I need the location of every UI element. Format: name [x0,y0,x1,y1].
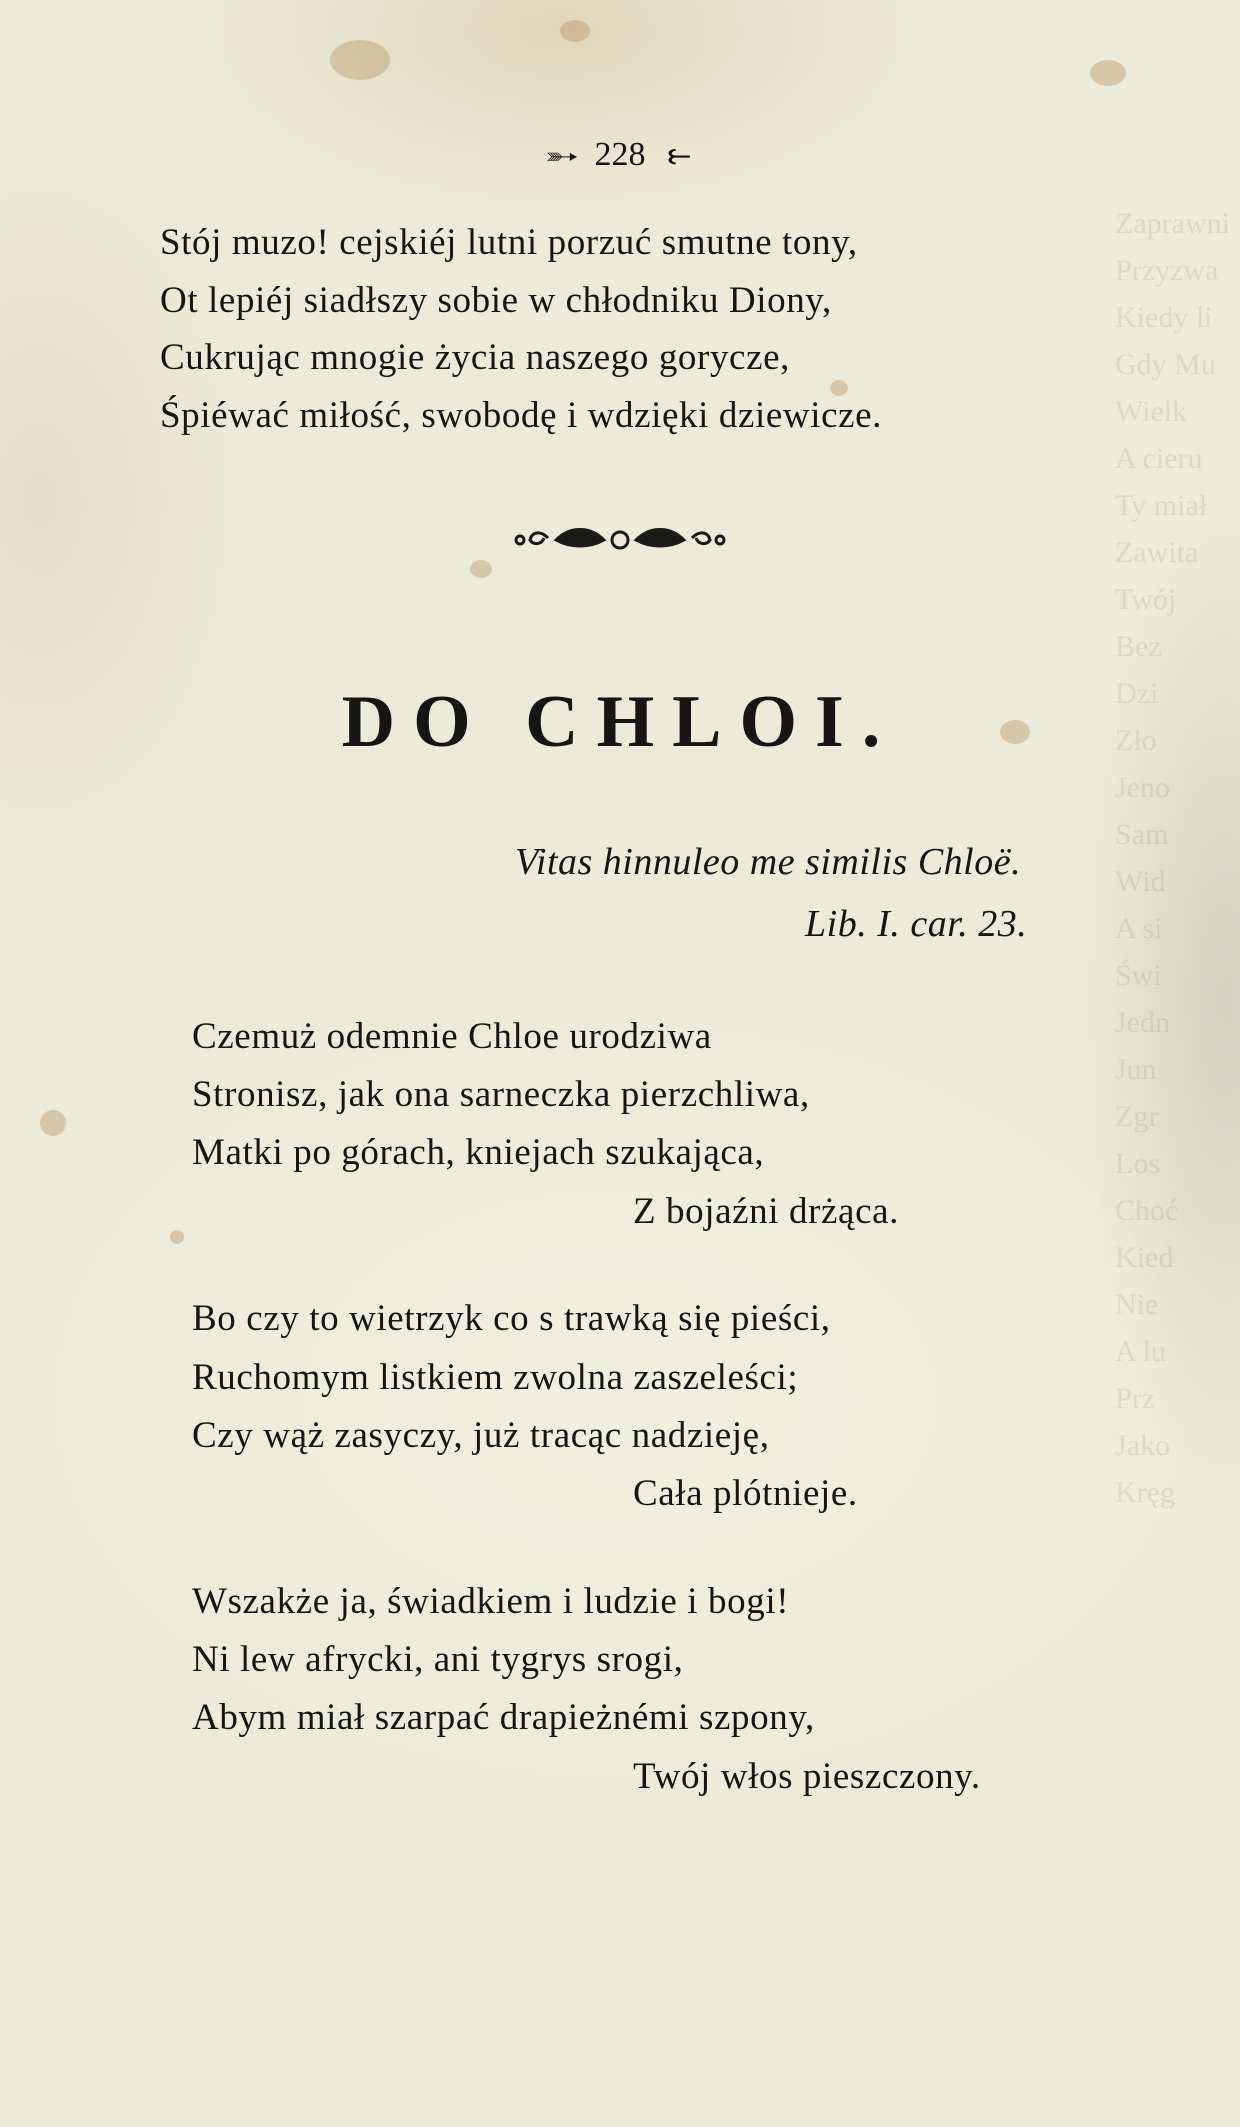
page-header [0,136,1240,174]
foxing-spot [560,20,590,42]
stanza-line: Czemuż odemnie Chloe urodziwa [192,1016,712,1057]
foxing-spot [1090,60,1126,86]
prev-poem-line: Stój muzo! cejskiéj lutni porzuć smutne tony, [160,222,858,263]
prev-poem-line: Ot lepiéj siadłszy sobie w chłodniku Diony, [160,280,832,321]
show-through-text: Zaprawni Przyzwa Kiedy li Gdy Mu Wielk A cieru Ty miał Zawita Twój Bez Dzi Zło Jeno Sam Wid A si Świ Jedn Jun Zgr Los Choć Kied Nie A lu Prz Jako Kręg [1115,207,1230,1509]
epigraph-line: Vitas hinnuleo me similis Chloë. [515,841,1022,883]
stanza-line: Bo czy to wietrzyk co s trawką się pieści, [192,1298,831,1339]
flourish-left-icon: ➳ [544,142,580,171]
stanza-short-line: Twój włos pieszczony. [633,1756,981,1797]
stanza-line: Stronisz, jak ona sarneczka pierzchliwa, [192,1074,810,1115]
stanza-line: Abym miał szarpać drapieżnémi szpony, [192,1697,815,1738]
stanza-line: Ruchomym listkiem zwolna zaszeleści; [192,1357,799,1398]
stanza-line: Wszakże ja, świadkiem i ludzie i bogi! [192,1581,790,1622]
foxing-spot [330,40,390,80]
page-number: 228 [594,136,646,173]
epigraph-source: Lib. I. car. 23. [805,903,1028,945]
flourish-right-icon: ⥼ [660,142,696,171]
prev-poem-line: Śpiéwać miłość, swobodę i wdzięki dziewicze. [160,395,882,436]
foxing-spot [40,1110,66,1136]
stanza-line: Ni lew afrycki, ani tygrys srogi, [192,1639,684,1680]
stanza-short-line: Cała plótnieje. [633,1473,858,1514]
ornament-divider-icon [0,520,1240,565]
stanza-line: Czy wąż zasyczy, już tracąc nadzieję, [192,1415,770,1456]
stanza-line: Matki po górach, kniejach szukająca, [192,1132,765,1173]
stanza-short-line: Z bojaźni drżąca. [633,1191,899,1232]
prev-poem-line: Cukrując mnogie życia naszego gorycze, [160,337,790,378]
foxing-spot [170,1230,184,1244]
poem-title: DO CHLOI. [341,681,899,763]
